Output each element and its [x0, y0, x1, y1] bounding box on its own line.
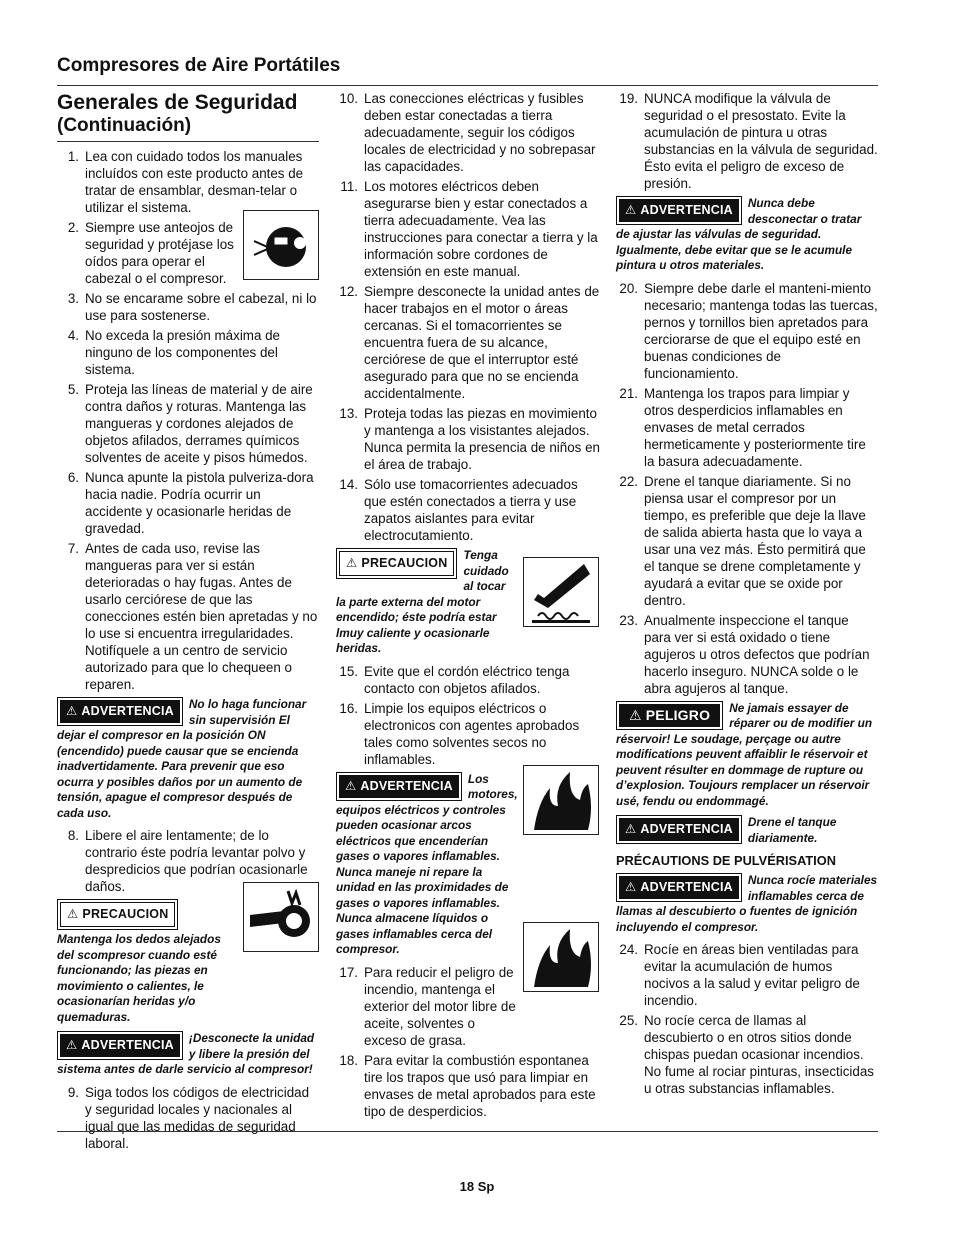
- list-item: [616, 280, 878, 382]
- safety-goggles-earmuffs-icon: [243, 210, 319, 280]
- badge-label: ADVERTENCIA: [640, 203, 733, 217]
- danger-badge: [616, 701, 723, 730]
- badge-label: ADVERTENCIA: [360, 778, 453, 793]
- badge-label: PELIGRO: [645, 706, 711, 723]
- item-number: 22.: [619, 473, 638, 489]
- list-item: [336, 405, 600, 473]
- item-number: 4.: [67, 328, 79, 343]
- badge-label: ADVERTENCIA: [640, 822, 733, 836]
- item-text: Anualmente inspeccione el tanque para ver si está oxidado o tiene agujeros u otros defectos que podrían hacerlo inseguro. NUNCA solde o le abra agujeros al tanque.: [644, 612, 870, 696]
- item-text: Siempre use anteojos de seguridad y protéjase los oídos para operar el cabezal o el compresor.: [85, 220, 234, 286]
- warning-text: Drene el tanque diariamente.: [747, 815, 837, 845]
- item-text: Mantenga los trapos para limpiar y otros desperdicios inflamables en envases de metal cerrados hermeticamente y posteriormente tire la basura adecuadamente.: [644, 385, 866, 469]
- item-text: Evite que el cordón eléctrico tenga contacto con objetos afilados.: [364, 663, 570, 696]
- item-text: Nunca apunte la pistola pulveriza-dora hacia nadie. Podría ocurrir un accidente y ocasionarle heridas de gravedad.: [85, 470, 314, 536]
- item-number: 19.: [619, 91, 638, 106]
- list-item: [57, 327, 319, 378]
- page-header: [57, 55, 878, 77]
- item-number: 13.: [339, 406, 358, 421]
- caution-text: Tenga cuidado al tocar la parte externa del motor encendido; éste podría estar lmuy caliente y ocasionarle heridas.: [336, 548, 509, 655]
- warning-triangle-icon: ⚠: [625, 203, 637, 217]
- item-text: Siempre desconecte la unidad antes de hacer trabajos en el motor o áreas cercanas. Si el tomacorrientes se encuentra fuera de su alcance, cerciórese de que el interruptor esté asegurado para que no se encienda accidentalmente.: [364, 284, 600, 401]
- item-number: 17.: [339, 964, 358, 980]
- item-text: Rocíe en áreas bien ventiladas para evitar la acumulación de humos nocivos a la salud y evitar peligro de incendio.: [644, 942, 860, 1008]
- list-item: [336, 283, 600, 402]
- fire-flames-icon: [523, 765, 599, 835]
- caution-badge: [336, 548, 457, 579]
- header-rule: [57, 85, 878, 86]
- warning-text: ¡Desconecte la unidad y libere la presión del sistema antes de darle servicio al compresor!: [57, 1031, 315, 1076]
- section-rule: [57, 141, 319, 142]
- list-item: [336, 178, 600, 280]
- item-text: Lea con cuidado todos los manuales incluídos con este producto antes de tratar de ensamblar, desman-telar o utilizar el sistema.: [85, 149, 304, 215]
- item-number: 18.: [339, 1052, 358, 1068]
- item-number: 11.: [340, 179, 358, 194]
- warning-box: [616, 873, 878, 935]
- item-number: 2.: [67, 220, 79, 235]
- subheading: PRÉCAUTIONS DE PULVÉRISATION: [616, 853, 836, 868]
- item-text: Limpie los equipos eléctricos o electronicos con agentes aprobados tales como solventes secos no inflamables.: [364, 700, 580, 767]
- warning-text: Nunca debe desconectar o tratar de ajustar las válvulas de seguridad. Igualmente, debe evitar que se le acumule pintura u otros materiales.: [616, 196, 862, 272]
- item-text: Libere el aire lentamente; de lo contrario éste podría levantar polvo y despredicios que podrían ocasionarle daños.: [85, 828, 308, 894]
- item-number: 15.: [339, 663, 358, 679]
- warning-box: [616, 815, 878, 846]
- list-item: [336, 1052, 600, 1120]
- warning-triangle-icon: ⚠: [625, 880, 637, 894]
- caution-text: Mantenga los dedos alejados del scompresor cuando esté funcionando; las piezas en movimiento o calientes, le ocasionarían heridas y/o quemaduras.: [57, 932, 221, 1024]
- item-text: Siempre debe darle el manteni-miento necesario; mantenga todas las tuercas, pernos y tornillos bien apretados para cerciorarse de que el equipo esté en buenas condiciones de funcionamiento.: [644, 280, 878, 381]
- item-text: No rocíe cerca de llamas al descubierto o en otros sitios donde chispas puedan ocasionar incendios. No fume al rociar pinturas, insecticidas u otras substancias inflamables.: [644, 1013, 874, 1096]
- item-number: 6.: [67, 470, 79, 485]
- danger-text: Ne jamais essayer de réparer ou de modifier un réservoir! Le soudage, perçage ou autre modifications peuvent affaiblir le réservoir et peuvent résulter en dommage de rupture ou d’explosion. Toujours remplacer un réservoir usé, fendu ou endommagé.: [616, 700, 873, 808]
- warning-triangle-icon: ⚠: [66, 704, 78, 718]
- item-text: Sólo use tomacorrientes adecuados que estén conectados a tierra y use zapatos aislantes para evitar electrocutamiento.: [364, 477, 578, 543]
- list-item: [616, 473, 878, 609]
- list-item: [336, 476, 600, 544]
- item-text: Para evitar la combustión espontanea tire los trapos que usó para limpiar en envases de metal aprobados para este tipo de desperdicios.: [364, 1052, 596, 1119]
- warning-badge: [57, 697, 183, 726]
- list-item: [616, 1012, 878, 1097]
- warning-box: [57, 1031, 319, 1078]
- warning-badge: [616, 196, 742, 225]
- list-item: [57, 148, 319, 216]
- list-item: [336, 663, 600, 697]
- warning-badge: [336, 772, 462, 801]
- item-number: 9.: [67, 1084, 79, 1100]
- list-item: [57, 1084, 319, 1152]
- badge-label: PRECAUCION: [361, 556, 448, 570]
- item-number: 3.: [67, 291, 79, 306]
- item-text: No se encarame sobre el cabezal, ni lo use para sostenerse.: [85, 291, 317, 323]
- item-number: 10.: [339, 91, 358, 106]
- footer-rule: [57, 1131, 878, 1132]
- hand-pinch-hazard-icon: [243, 882, 319, 952]
- list-item: [336, 90, 600, 175]
- item-number: 21.: [619, 385, 638, 401]
- item-text: Proteja las líneas de material y de aire contra daños y roturas. Mantenga las mangueras y cordones alejados de objetos afilados, derrames químicos solventes de aceite y pisos húmedos.: [85, 382, 313, 465]
- item-text: Antes de cada uso, revise las mangueras para ver si están deterioradas o hay fugas. Antes de usarlo cerciórese de que las conecciones estén bien apretadas y no lo use si encuentra irregularidades. Notifíquele a un centro de servicio autorizado para que lo chequeen o reparen.: [85, 541, 318, 692]
- hot-surface-hand-icon: [523, 557, 599, 627]
- warning-badge: [616, 815, 742, 844]
- column-3: [616, 90, 878, 1100]
- warning-triangle-icon: ⚠: [629, 706, 642, 723]
- item-text: Los motores eléctricos deben asegurarse bien y estar conectados a tierra adecuadamente. Vea las instrucciones para conectar a tierra y la información sobre cordones de extensión en este manual.: [364, 179, 598, 279]
- list-item: [57, 290, 319, 324]
- item-number: 5.: [67, 382, 79, 397]
- warning-triangle-icon: ⚠: [625, 822, 637, 836]
- section-title: Generales de Seguridad: [57, 91, 298, 114]
- warning-text: Nunca rocíe materiales inflamables cerca de llamas al descubierto o fuentes de ignición incluyendo el compresor.: [616, 873, 878, 934]
- item-text: Las conecciones eléctricas y fusibles deben estar conectadas a tierra adecuadamente, seguir los códigos locales de electricidad y no sobrepasar las capacidades.: [364, 91, 596, 174]
- list-item: [57, 381, 319, 466]
- warning-text: No lo haga funcionar sin supervisión El dejar el compresor en la posición ON (encendido) puede causar que se encienda inadvertidamente. Para prevenir que eso ocurra y posibles daños por un aumento de tensión, apague el compresor después de cada uso.: [57, 697, 307, 820]
- item-text: Drene el tanque diariamente. Si no piensa usar el compresor por un tiempo, es preferible que deje la llave de salida abierta hasta que lo vaya a usar una vez más. Ésto permitirá que el tanque se drene completamente y ayudará a evitar que se oxide por dentro.: [644, 473, 866, 608]
- badge-label: ADVERTENCIA: [81, 1038, 174, 1052]
- item-text: Para reducir el peligro de incendio, mantenga el exterior del motor libre de aceite, solventes o exceso de grasa.: [364, 964, 516, 1048]
- item-number: 12.: [339, 284, 358, 299]
- header-title: Compresores de Aire Portátiles: [57, 55, 341, 76]
- badge-label: ADVERTENCIA: [640, 880, 733, 894]
- badge-label: PRECAUCION: [82, 907, 169, 921]
- list-item: [616, 90, 878, 192]
- item-number: 1.: [67, 149, 79, 164]
- warning-triangle-icon: ⚠: [346, 556, 358, 570]
- fire-flames-icon: [523, 922, 599, 992]
- warning-triangle-icon: ⚠: [66, 1038, 78, 1052]
- warning-badge: [616, 873, 742, 902]
- badge-label: ADVERTENCIA: [81, 704, 174, 718]
- danger-box: [616, 701, 878, 810]
- warning-triangle-icon: ⚠: [67, 907, 79, 921]
- item-number: 14.: [339, 477, 358, 492]
- warning-triangle-icon: ⚠: [345, 778, 357, 793]
- item-text: Siga todos los códigos de electricidad y seguridad locales y nacionales al igual que las medidas de seguridad laboral.: [85, 1084, 310, 1151]
- caution-badge: [57, 899, 178, 930]
- list-item: [57, 540, 319, 693]
- item-text: NUNCA modifique la válvula de seguridad o el presostato. Evite la acumulación de pintura u otras substancias en la válvula de seguridad. Ésto evita el peligro de exceso de presión.: [644, 91, 878, 191]
- warning-badge: [57, 1031, 183, 1060]
- item-number: 7.: [67, 541, 79, 556]
- item-text: No exceda la presión máxima de ninguno de los componentes del sistema.: [85, 328, 281, 377]
- item-text: Proteja todas las piezas en movimiento y mantenga a los visistantes alejados. Nunca permita la presencia de niños en el área de trabajo.: [364, 406, 600, 472]
- warning-box: [57, 697, 319, 821]
- item-number: 16.: [339, 700, 358, 716]
- list-item: [616, 385, 878, 470]
- list-item: [336, 700, 600, 768]
- item-number: 24.: [619, 942, 638, 957]
- list-item: [57, 469, 319, 537]
- warning-text: Los motores, equipos eléctricos y controles pueden ocasionar arcos eléctricos que encenderían gases o vapores inflamables. Nunca maneje ni repare la unidad en las proximidades de gases o vapores inflamables. Nunca almacene líquidos o gases inflamables cerca del compresor.: [336, 771, 518, 956]
- warning-box: [616, 196, 878, 274]
- item-number: 23.: [619, 612, 638, 628]
- list-item: [616, 941, 878, 1009]
- item-number: 20.: [619, 280, 638, 296]
- list-item: [616, 612, 878, 697]
- item-number: 25.: [619, 1013, 638, 1028]
- section-subtitle: (Continuación): [57, 115, 192, 136]
- item-number: 8.: [67, 828, 79, 843]
- page-number: 18 Sp: [459, 1179, 495, 1194]
